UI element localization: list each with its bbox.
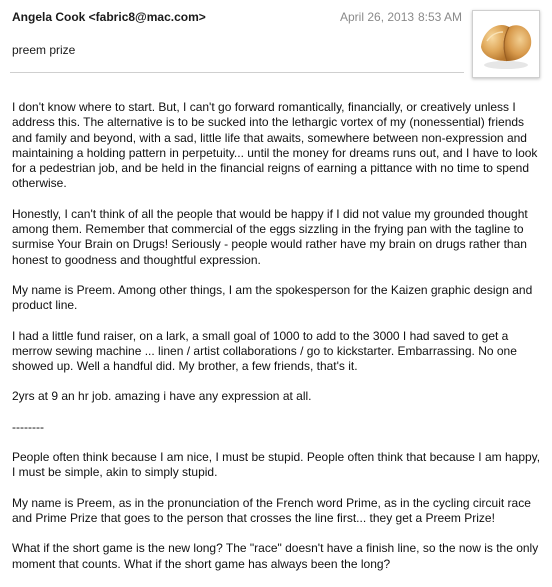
fortune-cookie-icon bbox=[473, 11, 539, 77]
body-paragraph: What if the short game is the new long? The "race" doesn't have a finish line, so the now is the only moment that counts. What if the short game has always been the long? bbox=[12, 541, 539, 571]
message-header bbox=[0, 0, 552, 82]
message-subject: preem prize bbox=[12, 43, 76, 57]
sender-name[interactable]: Angela Cook <fabric8@mac.com> bbox=[12, 10, 206, 24]
sender-avatar bbox=[472, 10, 540, 78]
body-separator: -------- bbox=[12, 419, 44, 434]
body-paragraph: I don't know where to start. But, I can't go forward romantically, financially, or creatively unless I address this. The alternative is to be sucked into the lethargic vortex of my (nonessential) friends and family and beyond, with a sad, little life that awaits, somewhere between non-expression and maintaining a holding pattern in perpetuity... until the money for dreams runs out, and I have to look for a pedestrian job, and be held in the financial reigns of earning a pittance with no time to spend otherwise. bbox=[12, 100, 538, 191]
body-paragraph: Honestly, I can't think of all the people that would be happy if I did not value my grounded thought among them. Remember that commercial of the eggs sizzling in the frying pan with the tagline to surmise Your Brain on Drugs! Seriously - people would rather have my brain on drugs rather than honest to goodness and thoughtful expression. bbox=[12, 206, 528, 267]
body-paragraph: My name is Preem. Among other things, I am the spokesperson for the Kaizen graphic design and product line. bbox=[12, 282, 533, 313]
message-body bbox=[12, 100, 542, 587]
body-paragraph: I had a little fund raiser, on a lark, a small goal of 1000 to add to the 3000 I had saved to get a merrow sewing machine ... linen / artist collaborations / go to kickstarter. Embarrassing. No one showed up. Well a handful did. My brother, a few friends, that's it. bbox=[12, 328, 517, 374]
message-time: 8:53 AM bbox=[418, 10, 463, 24]
header-divider bbox=[10, 72, 464, 73]
body-paragraph: My name is Preem, as in the pronunciation of the French word Prime, as in the cycling circuit race and Prime Prize that goes to the person that crosses the line first... they get a Preem Prize! bbox=[12, 495, 531, 525]
body-paragraph: 2yrs at 9 an hr job. amazing i have any expression at all. bbox=[12, 389, 312, 404]
message-date: April 26, 2013 bbox=[340, 10, 415, 24]
body-paragraph: People often think because I am nice, I must be stupid. People often think that because I am happy, I must be simple, akin to simply stupid. bbox=[12, 450, 541, 480]
